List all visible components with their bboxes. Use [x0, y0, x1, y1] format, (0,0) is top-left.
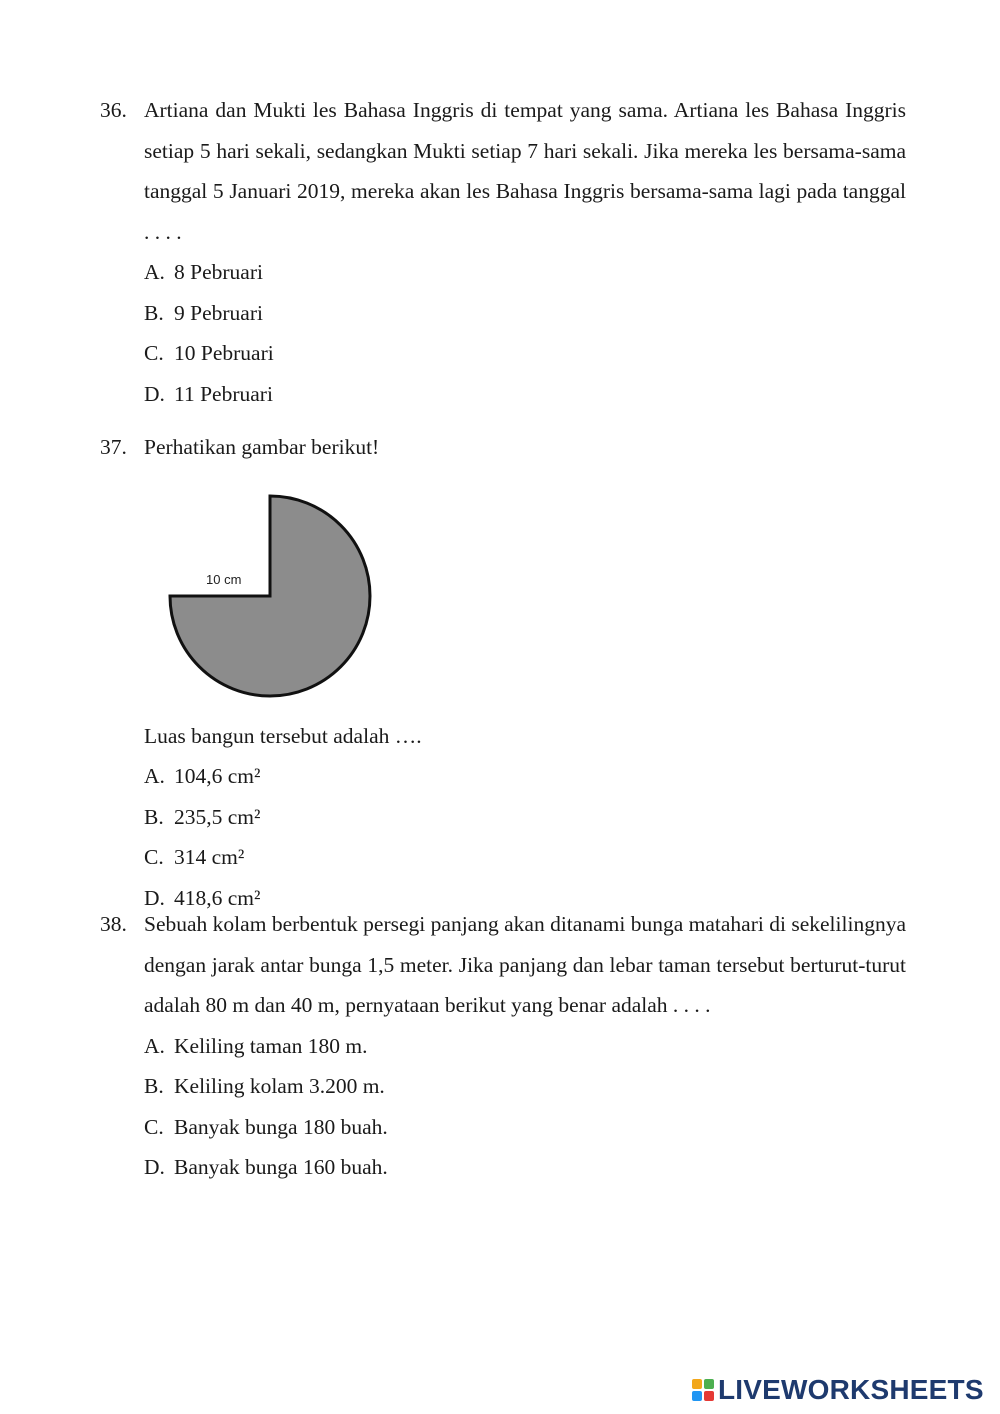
question-number: 36.: [100, 98, 127, 122]
question-number: 38.: [100, 912, 127, 936]
option-letter: A.: [144, 764, 165, 788]
liveworksheets-logo[interactable]: [692, 1374, 984, 1406]
option-letter: A.: [144, 1033, 165, 1058]
question-prompt: Luas bangun tersebut adalah ….: [144, 723, 422, 748]
question-text: Perhatikan gambar berikut!: [144, 435, 380, 459]
option-text: 9 Pebruari: [174, 300, 263, 325]
option-letter: C.: [144, 341, 164, 365]
option-text: 8 Pebruari: [174, 260, 263, 284]
option-text: 418,6 cm²: [174, 885, 261, 910]
option-letter: D.: [144, 1155, 165, 1179]
option-a[interactable]: [144, 252, 906, 293]
answer-options: [144, 1026, 906, 1188]
option-b[interactable]: [144, 797, 906, 838]
question-number: 37.: [100, 435, 127, 459]
question-text: Artiana dan Mukti les Bahasa Inggris di tempat yang sama. Artiana les Bahasa Inggris setiap 5 hari sekali, sedangkan Mukti setiap 7 hari sekali. Jika mereka les bersama-sama tanggal 5 Januari 2019, mereka akan les Bahasa Inggris bersama-sama lagi pada tanggal . . . .: [144, 98, 906, 244]
logo-mark-icon: [692, 1379, 714, 1401]
answer-options: [144, 756, 906, 918]
option-letter: C.: [144, 1114, 164, 1139]
option-letter: A.: [144, 260, 165, 284]
option-letter: B.: [144, 300, 164, 325]
option-text: 314 cm²: [174, 845, 245, 869]
option-letter: B.: [144, 804, 164, 829]
question-37: [100, 427, 906, 918]
option-d[interactable]: [144, 1147, 906, 1188]
option-text: Keliling taman 180 m.: [174, 1033, 368, 1058]
logo-square-icon: [692, 1391, 702, 1401]
option-text: Banyak bunga 180 buah.: [174, 1114, 388, 1139]
option-c[interactable]: [144, 837, 906, 878]
option-b[interactable]: [144, 293, 906, 334]
option-text: 11 Pebruari: [174, 381, 273, 406]
figure-svg: [144, 476, 400, 702]
option-letter: C.: [144, 845, 164, 869]
logo-square-icon: [704, 1391, 714, 1401]
option-a[interactable]: [144, 1026, 906, 1067]
option-text: Keliling kolam 3.200 m.: [174, 1074, 385, 1098]
option-c[interactable]: [144, 1107, 906, 1148]
radius-label: 10 cm: [206, 571, 242, 587]
logo-square-icon: [692, 1379, 702, 1389]
option-d[interactable]: [144, 374, 906, 415]
option-c[interactable]: [144, 333, 906, 374]
option-text: 10 Pebruari: [174, 341, 274, 365]
answer-options: [144, 252, 906, 414]
three-quarter-circle-figure: [144, 476, 400, 702]
option-text: 104,6 cm²: [174, 764, 261, 788]
option-b[interactable]: [144, 1066, 906, 1107]
logo-text: LIVEWORKSHEETS: [718, 1374, 984, 1405]
question-text: Sebuah kolam berbentuk persegi panjang akan ditanami bunga matahari di sekelilingnya dengan jarak antar bunga 1,5 meter. Jika panjang dan lebar taman tersebut berturut-turut adalah 80 m dan 40 m, pernyataan berikut yang benar adalah . . . .: [144, 912, 906, 1017]
option-a[interactable]: [144, 756, 906, 797]
option-text: 235,5 cm²: [174, 804, 261, 829]
question-36: [100, 90, 906, 414]
option-letter: D.: [144, 885, 165, 910]
three-quarter-circle-shape: [170, 496, 370, 696]
option-letter: B.: [144, 1074, 164, 1098]
logo-square-icon: [704, 1379, 714, 1389]
option-text: Banyak bunga 160 buah.: [174, 1155, 388, 1179]
option-letter: D.: [144, 381, 165, 406]
question-38: [100, 904, 906, 1188]
